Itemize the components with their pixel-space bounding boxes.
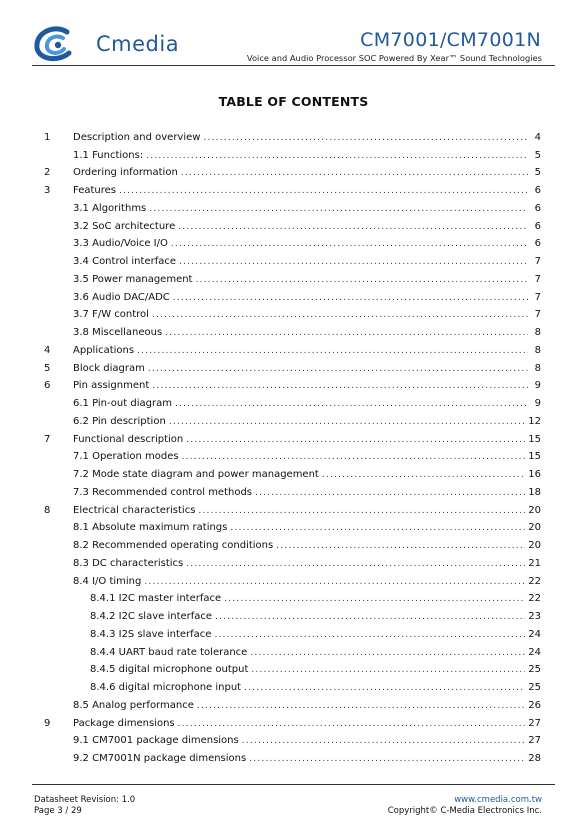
toc-entry-line xyxy=(90,611,541,623)
toc-page-number[interactable]: 15 xyxy=(528,451,541,463)
toc-entry-line xyxy=(73,274,541,286)
toc-page-number[interactable]: 25 xyxy=(528,682,541,694)
toc-entry-line xyxy=(73,753,541,765)
toc-entry-line xyxy=(73,505,541,517)
toc-section-title[interactable]: 8.4.2 I2C slave interface xyxy=(90,611,213,623)
toc-section-title[interactable]: 6.1 Pin-out diagram xyxy=(73,398,172,410)
toc-dot-leader xyxy=(224,593,525,605)
toc-page-number[interactable]: 8 xyxy=(534,327,541,339)
toc-entry-line xyxy=(73,256,541,268)
toc-dot-leader xyxy=(148,363,528,375)
toc-section-title[interactable]: 8.1 Absolute maximum ratings xyxy=(73,522,228,534)
toc-page-number[interactable]: 22 xyxy=(528,575,541,587)
toc-entry[interactable] xyxy=(0,395,587,413)
website-link[interactable]: www.cmedia.com.tw xyxy=(454,795,542,805)
toc-section-title[interactable]: 3.7 F/W control xyxy=(73,309,149,321)
toc-page-number[interactable]: 25 xyxy=(528,664,541,676)
toc-entry[interactable] xyxy=(0,165,587,183)
toc-entry[interactable] xyxy=(0,271,587,289)
toc-section-title[interactable]: 8.5 Analog performance xyxy=(73,699,194,711)
toc-section-title[interactable]: 8.4 I/O timing xyxy=(73,575,142,587)
toc-section-title[interactable]: 8.4.1 I2C master interface xyxy=(90,593,222,605)
toc-entry[interactable] xyxy=(0,378,587,396)
toc-section-title[interactable]: 9.1 CM7001 package dimensions xyxy=(73,735,239,747)
copyright-notice: Copyright© C-Media Electronics Inc. xyxy=(387,806,542,816)
toc-dot-leader xyxy=(144,576,525,588)
toc-page-number[interactable]: 16 xyxy=(528,469,541,481)
datasheet-revision: Datasheet Revision: 1.0 xyxy=(34,795,136,805)
toc-entry-line xyxy=(73,718,541,730)
toc-page-number[interactable]: 20 xyxy=(528,504,541,516)
toc-dot-leader xyxy=(242,735,526,747)
toc-dot-leader xyxy=(244,682,525,694)
toc-section-title[interactable]: 8.4.6 digital microphone input xyxy=(90,682,242,694)
toc-entry[interactable] xyxy=(0,555,587,573)
toc-dot-leader xyxy=(178,221,528,233)
toc-section-title[interactable]: 3.4 Control interface xyxy=(73,256,177,268)
toc-dot-leader xyxy=(182,451,526,463)
logo-wordmark: Cmedia xyxy=(96,32,180,56)
toc-entry[interactable] xyxy=(0,253,587,271)
toc-section-title[interactable]: 3.2 SoC architecture xyxy=(73,220,176,232)
toc-dot-leader xyxy=(186,434,525,446)
toc-entry-line xyxy=(73,363,541,375)
toc-entry-line xyxy=(73,434,541,446)
toc-dot-leader xyxy=(249,753,525,765)
toc-entry[interactable] xyxy=(0,236,587,254)
toc-entry[interactable] xyxy=(0,147,587,165)
toc-page-number[interactable]: 15 xyxy=(528,433,541,445)
toc-page-number[interactable]: 20 xyxy=(528,540,541,552)
toc-dot-leader xyxy=(251,664,525,676)
toc-page-number[interactable]: 27 xyxy=(528,735,541,747)
toc-page-number[interactable]: 21 xyxy=(528,557,541,569)
toc-entry[interactable] xyxy=(0,431,587,449)
toc-page-number[interactable]: 27 xyxy=(528,717,541,729)
toc-page-number[interactable]: 12 xyxy=(528,415,541,427)
toc-section-title[interactable]: 3.1 Algorithms xyxy=(73,202,147,214)
toc-section-title[interactable]: 8.4.5 digital microphone output xyxy=(90,664,249,676)
toc-entry-line xyxy=(90,682,541,694)
toc-section-title[interactable]: Description and overview xyxy=(73,131,201,143)
toc-entry[interactable] xyxy=(0,129,587,147)
toc-dot-leader xyxy=(165,327,528,339)
toc-dot-leader xyxy=(195,274,528,286)
toc-entry[interactable] xyxy=(0,324,587,342)
toc-page-number[interactable]: 24 xyxy=(528,628,541,640)
toc-entry[interactable] xyxy=(0,200,587,218)
toc-page-number[interactable]: 7 xyxy=(534,273,541,285)
cmedia-logo xyxy=(33,26,193,62)
toc-dot-leader xyxy=(178,718,526,730)
toc-section-number: 6 xyxy=(44,380,51,392)
toc-entry-line xyxy=(73,416,541,428)
footer-divider xyxy=(32,784,555,785)
toc-entry[interactable] xyxy=(0,715,587,733)
toc-page-number[interactable]: 7 xyxy=(534,256,541,268)
toc-dot-leader xyxy=(198,505,525,517)
toc-section-title[interactable]: 3.6 Audio DAC/ADC xyxy=(73,291,170,303)
toc-entry-line xyxy=(73,309,541,321)
toc-entry-line xyxy=(90,593,541,605)
toc-section-title[interactable]: 7.2 Mode state diagram and power management xyxy=(73,469,319,481)
toc-page-number[interactable]: 6 xyxy=(534,202,541,214)
toc-section-title[interactable]: 8.4.3 I2S slave interface xyxy=(90,628,212,640)
toc-section-title[interactable]: 3.8 Miscellaneous xyxy=(73,327,163,339)
toc-entry-line xyxy=(73,185,541,197)
toc-dot-leader xyxy=(175,398,528,410)
toc-entry[interactable] xyxy=(0,537,587,555)
toc-section-title[interactable]: Block diagram xyxy=(73,362,145,374)
toc-entry[interactable] xyxy=(0,520,587,538)
toc-heading: TABLE OF CONTENTS xyxy=(218,94,369,109)
toc-section-number: 1 xyxy=(44,131,51,143)
toc-section-number: 4 xyxy=(44,344,51,356)
toc-entry[interactable] xyxy=(0,662,587,680)
footer-right xyxy=(388,795,542,817)
toc-entry-line xyxy=(73,398,541,410)
toc-section-title[interactable]: 7.3 Recommended control methods xyxy=(73,486,253,498)
toc-entry[interactable] xyxy=(0,218,587,236)
toc-entry[interactable] xyxy=(0,679,587,697)
toc-dot-leader xyxy=(214,629,525,641)
toc-page-number[interactable]: 20 xyxy=(528,522,541,534)
toc-dot-leader xyxy=(149,203,528,215)
page-number: Page 3 / 29 xyxy=(34,806,82,816)
toc-entry[interactable] xyxy=(0,360,587,378)
toc-entry-line xyxy=(73,221,541,233)
toc-dot-leader xyxy=(186,558,525,570)
toc-dot-leader xyxy=(169,416,525,428)
toc-entry-line xyxy=(73,451,541,463)
toc-section-number: 2 xyxy=(44,167,51,179)
toc-section-title[interactable]: 7.1 Operation modes xyxy=(73,451,179,463)
toc-page-number[interactable]: 18 xyxy=(528,486,541,498)
toc-section-number: 9 xyxy=(44,717,51,729)
toc-section-title[interactable]: 8.2 Recommended operating conditions xyxy=(73,540,274,552)
toc-entry-line xyxy=(73,380,541,392)
toc-entry-line xyxy=(90,629,541,641)
toc-page-number[interactable]: 4 xyxy=(534,131,541,143)
toc-dot-leader xyxy=(197,700,525,712)
toc-entry-line xyxy=(73,735,541,747)
cmedia-logo-icon xyxy=(33,26,95,62)
toc-entry[interactable] xyxy=(0,342,587,360)
toc-entry-line xyxy=(73,700,541,712)
toc-entry[interactable] xyxy=(0,182,587,200)
toc-entry[interactable] xyxy=(0,697,587,715)
toc-entry[interactable] xyxy=(0,750,587,768)
toc-entry[interactable] xyxy=(0,644,587,662)
toc-dot-leader xyxy=(255,487,525,499)
toc-entry[interactable] xyxy=(0,466,587,484)
toc-entry-line xyxy=(73,540,541,552)
toc-dot-leader xyxy=(146,150,528,162)
toc-dot-leader xyxy=(276,540,525,552)
toc-entry-line xyxy=(73,203,541,215)
toc-dot-leader xyxy=(119,185,528,197)
toc-page-number[interactable]: 7 xyxy=(534,291,541,303)
toc-entry-line xyxy=(90,664,541,676)
toc-dot-leader xyxy=(152,309,528,321)
toc-section-title[interactable]: Functional description xyxy=(73,433,184,445)
toc-entry[interactable] xyxy=(0,289,587,307)
toc-entry-line xyxy=(73,469,541,481)
toc-section-title[interactable]: 6.2 Pin description xyxy=(73,415,166,427)
toc-section-title[interactable]: 1.1 Functions: xyxy=(73,149,144,161)
toc-dot-leader xyxy=(250,647,525,659)
toc-section-title[interactable]: Ordering information xyxy=(73,167,178,179)
toc-entry[interactable] xyxy=(0,573,587,591)
toc-section-title[interactable]: Pin assignment xyxy=(73,380,150,392)
toc-entry[interactable] xyxy=(0,502,587,520)
toc-page-number[interactable]: 7 xyxy=(534,309,541,321)
toc-page-number[interactable]: 9 xyxy=(534,398,541,410)
toc-entry-line xyxy=(73,576,541,588)
toc-entry[interactable] xyxy=(0,591,587,609)
toc-entry-line xyxy=(90,647,541,659)
toc-section-number: 3 xyxy=(44,185,51,197)
toc-entry-line xyxy=(73,292,541,304)
toc-section-title[interactable]: Electrical characteristics xyxy=(73,504,196,516)
table-of-contents xyxy=(0,129,587,768)
toc-entry-line xyxy=(73,167,541,179)
toc-page-number[interactable]: 8 xyxy=(534,344,541,356)
toc-entry-line xyxy=(73,345,541,357)
toc-entry[interactable] xyxy=(0,449,587,467)
toc-section-number: 8 xyxy=(44,504,51,516)
toc-entry-line xyxy=(73,487,541,499)
toc-section-title[interactable]: Package dimensions xyxy=(73,717,175,729)
header-divider xyxy=(32,65,555,66)
toc-dot-leader xyxy=(181,167,528,179)
toc-section-title[interactable]: 3.5 Power management xyxy=(73,273,193,285)
toc-dot-leader xyxy=(215,611,525,623)
toc-entry-line xyxy=(73,238,541,250)
toc-entry-line xyxy=(73,558,541,570)
toc-page-number[interactable]: 24 xyxy=(528,646,541,658)
toc-entry[interactable] xyxy=(0,307,587,325)
toc-section-title[interactable]: 8.4.4 UART baud rate tolerance xyxy=(90,646,248,658)
toc-entry-line xyxy=(73,150,541,162)
toc-dot-leader xyxy=(203,132,528,144)
toc-entry-line xyxy=(73,522,541,534)
toc-section-title[interactable]: Features xyxy=(73,185,116,197)
toc-dot-leader xyxy=(179,256,528,268)
toc-dot-leader xyxy=(173,292,528,304)
toc-section-title[interactable]: Applications xyxy=(73,344,135,356)
toc-entry[interactable] xyxy=(0,608,587,626)
toc-page-number[interactable]: 5 xyxy=(534,149,541,161)
toc-entry-line xyxy=(73,327,541,339)
toc-section-number: 5 xyxy=(44,362,51,374)
toc-section-title[interactable]: 3.3 Audio/Voice I/O xyxy=(73,238,168,250)
toc-page-number[interactable]: 23 xyxy=(528,611,541,623)
toc-section-title[interactable]: 8.3 DC characteristics xyxy=(73,557,184,569)
toc-dot-leader xyxy=(152,380,528,392)
toc-page-number[interactable]: 26 xyxy=(528,699,541,711)
toc-dot-leader xyxy=(137,345,528,357)
toc-dot-leader xyxy=(230,522,525,534)
toc-entry[interactable] xyxy=(0,484,587,502)
toc-page-number[interactable]: 22 xyxy=(528,593,541,605)
toc-page-number[interactable]: 6 xyxy=(534,185,541,197)
toc-entry[interactable] xyxy=(0,626,587,644)
toc-page-number[interactable]: 8 xyxy=(534,362,541,374)
toc-dot-leader xyxy=(322,469,525,481)
product-subtitle: Voice and Audio Processor SOC Powered By Xear™ Sound Technologies xyxy=(246,53,542,63)
toc-section-title[interactable]: 9.2 CM7001N package dimensions xyxy=(73,753,247,765)
product-title: CM7001/CM7001N xyxy=(360,29,541,51)
toc-page-number[interactable]: 9 xyxy=(534,380,541,392)
toc-dot-leader xyxy=(171,238,528,250)
toc-page-number[interactable]: 6 xyxy=(534,220,541,232)
toc-entry-line xyxy=(73,132,541,144)
toc-page-number[interactable]: 5 xyxy=(534,167,541,179)
toc-section-number: 7 xyxy=(44,433,51,445)
toc-entry[interactable] xyxy=(0,733,587,751)
toc-entry[interactable] xyxy=(0,413,587,431)
toc-page-number[interactable]: 28 xyxy=(528,753,541,765)
toc-page-number[interactable]: 6 xyxy=(534,238,541,250)
footer-left xyxy=(34,795,135,817)
